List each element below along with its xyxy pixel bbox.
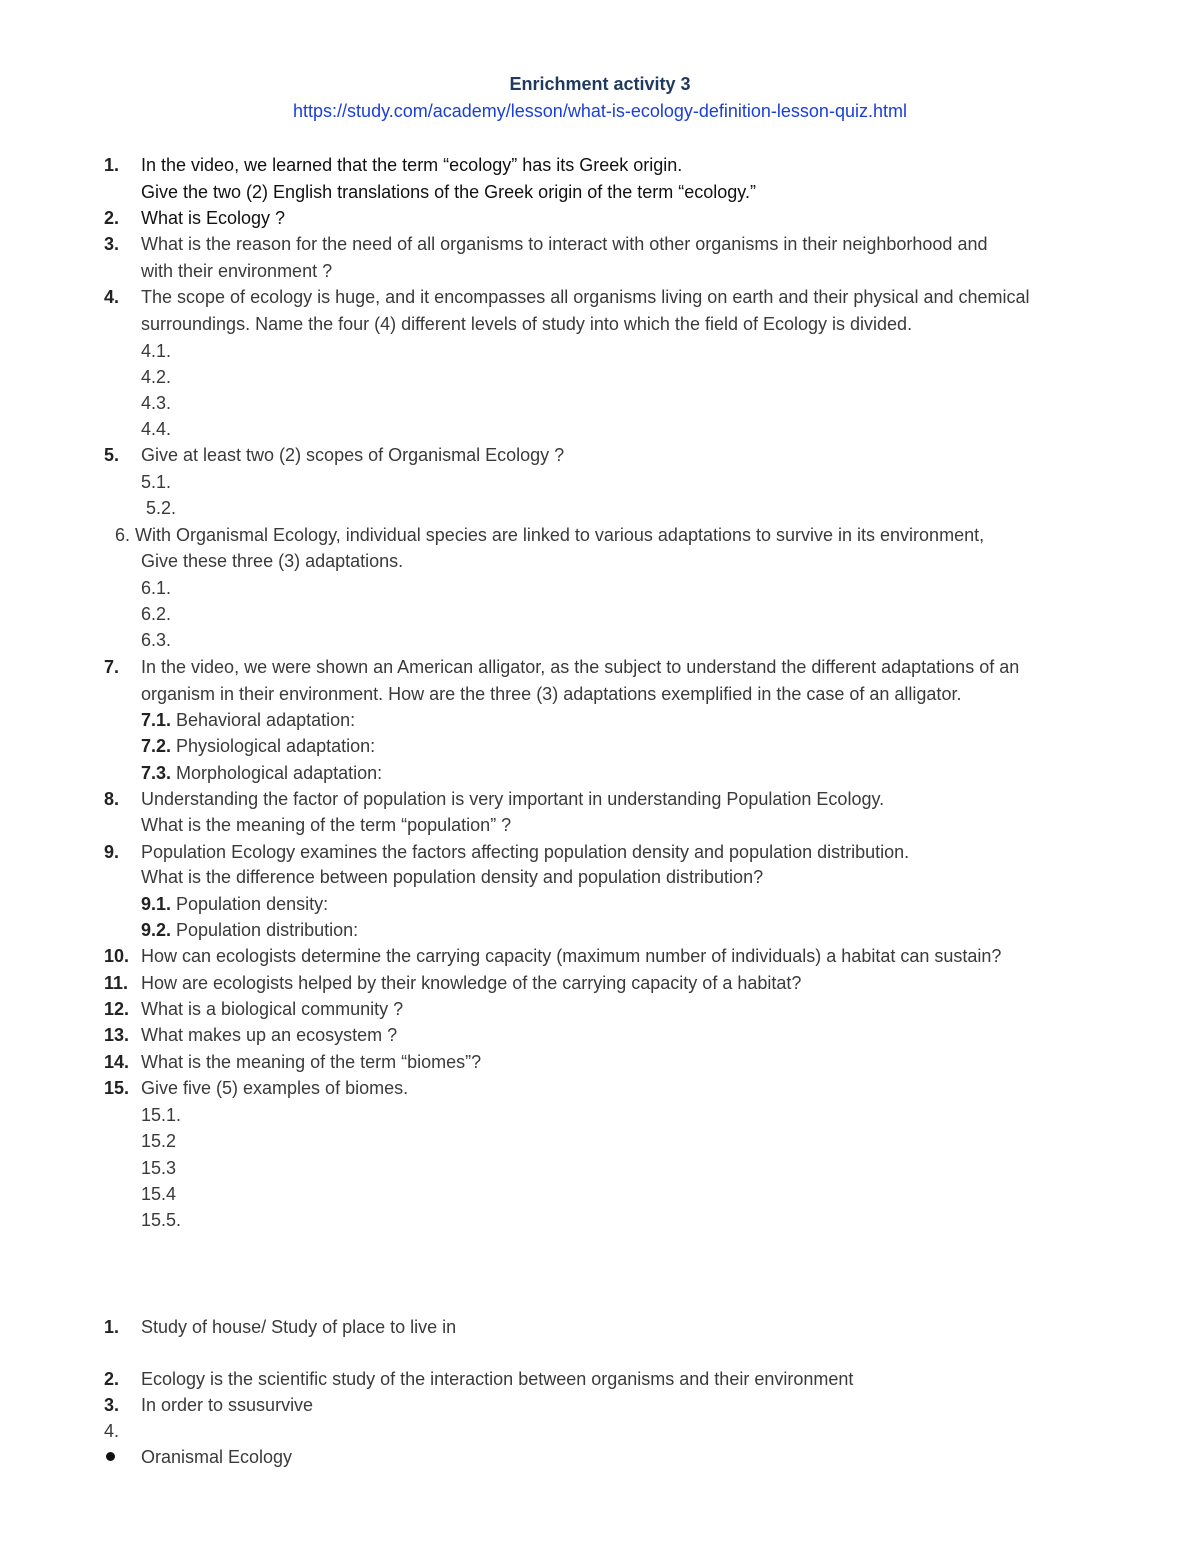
question-number-7: 7.: [104, 657, 120, 677]
question-number-9: 9.: [104, 842, 120, 862]
sub-item: 5.1.: [141, 472, 172, 492]
sub-item-number: 9.1.: [141, 894, 172, 914]
sub-item: 4.4.: [141, 419, 172, 439]
question-number-8: 8.: [104, 789, 120, 809]
question-7-line-1: In the video, we were shown an American alligator, as the subject to understand the different adaptations of an: [141, 657, 1020, 677]
question-13-text: What makes up an ecosystem ?: [141, 1025, 398, 1045]
sub-item-number: 7.3.: [141, 763, 172, 783]
question-number-1: 1.: [104, 155, 120, 175]
question-number-12: 12.: [104, 999, 130, 1019]
question-number-14: 14.: [104, 1052, 130, 1072]
answer-number-1: 1.: [104, 1317, 120, 1337]
sub-item: 15.4: [141, 1184, 177, 1204]
question-4-line-1: The scope of ecology is huge, and it encompasses all organisms living on earth and their physical and chemical: [141, 287, 1030, 307]
sub-item-number: 7.2.: [141, 736, 172, 756]
bullet-item-text: Oranismal Ecology: [141, 1447, 293, 1467]
answer-3-text: In order to ssusurvive: [141, 1395, 314, 1415]
sub-item: 15.1.: [141, 1105, 182, 1125]
question-number-3: 3.: [104, 234, 120, 254]
sub-item: 6.3.: [141, 630, 172, 650]
question-3-line-1: What is the reason for the need of all organisms to interact with other organisms in their neighborhood and: [141, 234, 988, 254]
question-6-line-1: 6. With Organismal Ecology, individual species are linked to various adaptations to survive in its environment,: [115, 525, 985, 545]
question-number-13: 13.: [104, 1025, 130, 1045]
sub-item: 4.3.: [141, 393, 172, 413]
sub-item-number: 9.2.: [141, 920, 172, 940]
question-4-line-2: surroundings. Name the four (4) different levels of study into which the field of Ecology is divided.: [141, 314, 913, 334]
question-14-text: What is the meaning of the term “biomes”?: [141, 1052, 482, 1072]
sub-item-number: 7.1.: [141, 710, 172, 730]
question-number-2: 2.: [104, 208, 120, 228]
answer-number-2: 2.: [104, 1369, 120, 1389]
sub-item: 15.2: [141, 1131, 177, 1151]
lesson-link[interactable]: https://study.com/academy/lesson/what-is-ecology-definition-lesson-quiz.html: [293, 101, 907, 121]
question-1-line-1: In the video, we learned that the term “ecology” has its Greek origin.: [141, 155, 683, 175]
question-8-line-2: What is the meaning of the term “population” ?: [141, 815, 512, 835]
sub-item: 6.1.: [141, 578, 172, 598]
question-2-text: What is Ecology ?: [141, 208, 286, 228]
question-12-text: What is a biological community ?: [141, 999, 404, 1019]
question-5-text: Give at least two (2) scopes of Organismal Ecology ?: [141, 445, 565, 465]
question-6-line-2: Give these three (3) adaptations.: [141, 551, 404, 571]
question-number-10: 10.: [104, 946, 130, 966]
question-15-text: Give five (5) examples of biomes.: [141, 1078, 409, 1098]
answer-number-3: 3.: [104, 1395, 120, 1415]
sub-item: 4.1.: [141, 341, 172, 361]
sub-item-text: Population distribution:: [176, 920, 359, 940]
sub-item: 15.5.: [141, 1210, 182, 1230]
question-number-4: 4.: [104, 287, 120, 307]
question-8-line-1: Understanding the factor of population is very important in understanding Population Ecology.: [141, 789, 885, 809]
question-1-line-2: Give the two (2) English translations of the Greek origin of the term “ecology.”: [141, 182, 756, 202]
bullet-icon: [106, 1452, 115, 1461]
answer-2-text: Ecology is the scientific study of the interaction between organisms and their environment: [141, 1369, 854, 1389]
sub-item-text: Behavioral adaptation:: [176, 710, 356, 730]
question-11-text: How are ecologists helped by their knowledge of the carrying capacity of a habitat?: [141, 973, 802, 993]
question-9-line-1: Population Ecology examines the factors affecting population density and population distribution.: [141, 842, 910, 862]
sub-item-text: Population density:: [176, 894, 329, 914]
question-3-line-2: with their environment ?: [141, 261, 333, 281]
question-number-11: 11.: [104, 973, 129, 993]
sub-item: 15.3: [141, 1158, 177, 1178]
answer-number-4: 4.: [104, 1421, 120, 1441]
question-number-15: 15.: [104, 1078, 130, 1098]
sub-item: 4.2.: [141, 367, 172, 387]
sub-item: 6.2.: [141, 604, 172, 624]
answer-1-text: Study of house/ Study of place to live in: [141, 1317, 457, 1337]
question-9-line-2: What is the difference between population density and population distribution?: [141, 867, 764, 887]
question-7-line-2: organism in their environment. How are the three (3) adaptations exemplified in the case of an alligator.: [141, 684, 962, 704]
sub-item-text: Morphological adaptation:: [176, 763, 383, 783]
sub-item: 5.2.: [146, 498, 177, 518]
question-number-5: 5.: [104, 445, 120, 465]
sub-item-text: Physiological adaptation:: [176, 736, 376, 756]
document-title: Enrichment activity 3: [509, 74, 691, 94]
question-10-text: How can ecologists determine the carrying capacity (maximum number of individuals) a habitat can sustain?: [141, 946, 1002, 966]
